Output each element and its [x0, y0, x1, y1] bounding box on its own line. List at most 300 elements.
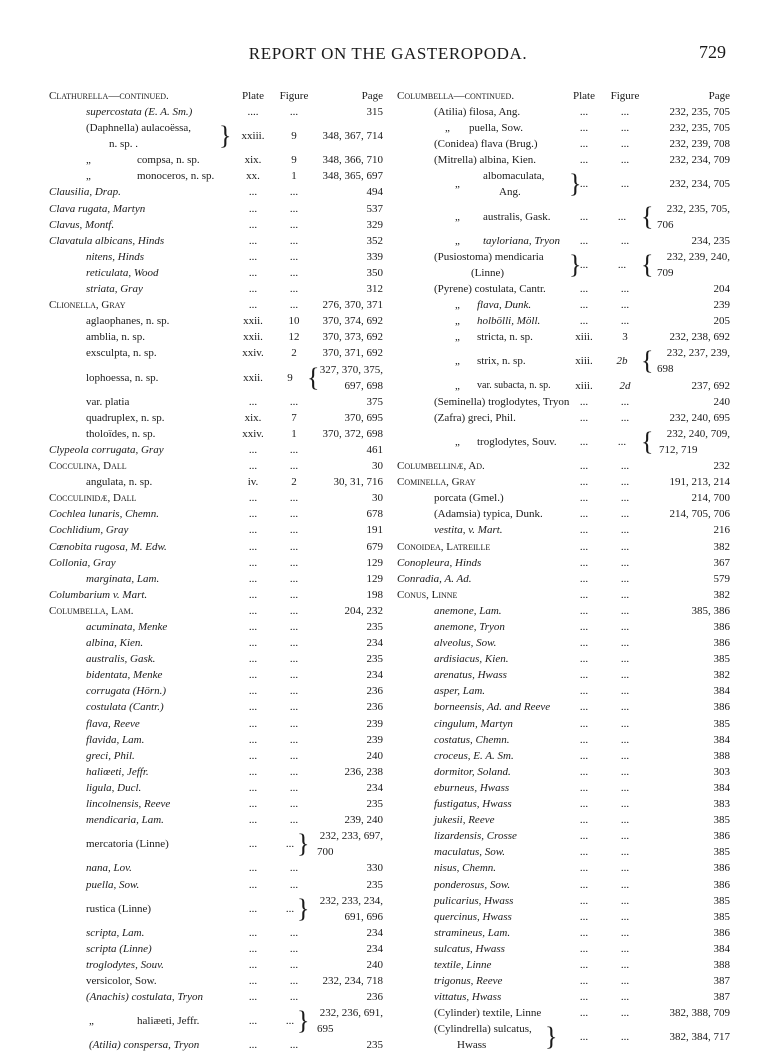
entry-pages: 386 [713, 878, 730, 891]
entry-figure: 1 [291, 427, 297, 440]
index-entry [397, 555, 730, 571]
index-entry [397, 619, 730, 635]
entry-pages: 232, 235, 705, [666, 202, 730, 215]
ditto-mark: „ [455, 234, 460, 247]
entry-figure: ... [289, 942, 299, 955]
entry-figure: ... [289, 234, 299, 247]
entry-figure: ... [289, 508, 299, 521]
entry-name: troglodytes, Souv. [86, 958, 164, 971]
entry-figure: ... [620, 975, 630, 988]
ditto-mark: „ [455, 210, 460, 223]
index-entry [49, 329, 383, 345]
entry-figure: ... [289, 266, 299, 279]
entry-plate: ... [248, 942, 258, 955]
entry-name: australis, Gask. [86, 653, 156, 666]
entry-figure: ... [620, 178, 630, 191]
entry-pages: 386 [713, 701, 730, 714]
entry-pages: 232, 237, 239, [666, 347, 730, 360]
entry-name: Columbarium v. Mart. [49, 588, 148, 601]
index-entry [397, 683, 730, 699]
entry-name: pulicarius, Hwass [434, 894, 514, 907]
entry-plate: xiii. [575, 379, 593, 392]
entry-name: troglodytes, Souv. [477, 435, 557, 448]
index-entry [49, 603, 383, 619]
entry-plate: ... [248, 572, 258, 585]
index-entry [49, 780, 383, 796]
index-entry [397, 458, 730, 474]
index-entry [49, 522, 383, 538]
index-entry [397, 699, 730, 715]
entry-figure: ... [289, 749, 299, 762]
entry-name: Clionella, Gray [49, 299, 126, 312]
index-entry [397, 716, 730, 732]
index-entry [49, 490, 383, 506]
index-entry [397, 152, 730, 168]
entry-figure: ... [289, 958, 299, 971]
entry-plate: ... [248, 202, 258, 215]
entry-figure: 1 [291, 170, 297, 183]
entry-pages: 385 [713, 814, 730, 827]
entry-pages: 232, 235, 705 [669, 106, 730, 118]
ditto-mark: „ [455, 355, 460, 368]
entry-plate: ... [579, 524, 589, 537]
entry-plate: xiii. [575, 355, 593, 368]
entry-name: Collonia, Gray [49, 556, 116, 569]
entry-figure: ... [620, 653, 630, 666]
entry-pages: 352 [366, 234, 383, 247]
entry-name: Columbellinæ, Ad. [397, 460, 485, 473]
entry-figure: ... [289, 186, 299, 199]
entry-name: Cochlidium, Gray [49, 524, 129, 537]
entry-plate: ... [248, 540, 258, 553]
entry-plate: ... [579, 540, 589, 553]
entry-plate: ... [248, 460, 258, 473]
index-entry [49, 828, 383, 860]
entry-name: albina, Kien. [86, 637, 144, 650]
index-entry [397, 522, 730, 538]
entry-figure: 9 [287, 371, 293, 384]
ditto-mark: „ [455, 435, 460, 448]
entry-pages: 384 [713, 685, 730, 698]
entry-plate: ... [579, 814, 589, 827]
entry-figure: ... [620, 798, 630, 811]
index-entry [49, 313, 383, 329]
entry-name: haliœeti, Jeffr. [86, 765, 149, 778]
index-entry [49, 410, 383, 426]
entry-name: flava, Reeve [86, 717, 140, 730]
page-header-label: Page [361, 90, 383, 102]
column-header [397, 88, 730, 104]
entry-name: albomaculata, [483, 170, 545, 183]
entry-plate: xix. [244, 411, 262, 424]
entry-pages: 236, 238 [344, 765, 383, 778]
entry-plate: ... [579, 701, 589, 714]
entry-figure: ... [620, 830, 630, 843]
entry-figure: ... [289, 202, 299, 215]
entry-name: Cocculina, Dall [49, 460, 127, 473]
entry-name: scripta (Linne) [86, 942, 152, 955]
index-entry [397, 780, 730, 796]
entry-figure: ... [620, 701, 630, 714]
entry-figure: ... [620, 926, 630, 939]
entry-pages: 375 [366, 395, 383, 408]
entry-pages: 388 [713, 958, 730, 971]
ditto-mark: „ [455, 379, 460, 392]
brace: { [641, 249, 654, 279]
entry-pages: 235 [366, 653, 383, 666]
entry-plate: ... [579, 749, 589, 762]
entry-plate: ... [248, 250, 258, 263]
brace: } [297, 893, 310, 923]
entry-figure: ... [289, 926, 299, 939]
entry-pages-cont: 695 [317, 1023, 334, 1036]
entry-pages: 232, 239, 708 [669, 138, 730, 151]
entry-pages: 205 [713, 315, 730, 328]
entry-figure: ... [620, 717, 630, 730]
entry-figure: ... [620, 685, 630, 698]
index-entry [397, 860, 730, 876]
entry-plate: ... [579, 878, 589, 891]
entry-name: (Conidea) flava (Brug.) [434, 138, 538, 151]
index-entry [49, 168, 383, 184]
entry-pages-cont: 700 [317, 846, 334, 859]
entry-pages: 385 [713, 894, 730, 907]
entry-pages: 461 [366, 443, 383, 456]
index-entry [49, 699, 383, 715]
entry-name: nitens, Hinds [86, 250, 145, 263]
entry-plate: ... [579, 765, 589, 778]
entry-pages: 236 [366, 991, 383, 1004]
ditto-mark: „ [86, 154, 91, 167]
entry-name: puella, Sow. [469, 122, 523, 135]
entry-pages-cont: 698 [657, 363, 674, 376]
entry-pages: 330 [366, 862, 383, 875]
page-header-label: Page [708, 90, 730, 102]
entry-plate: ... [248, 1015, 258, 1028]
entry-plate: ... [248, 299, 258, 312]
entry-figure: ... [620, 1031, 630, 1044]
entry-name: rustica (Linne) [86, 902, 152, 915]
entry-plate: ... [248, 508, 258, 521]
entry-figure: ... [620, 878, 630, 891]
entry-figure: 2d [619, 379, 631, 392]
entry-figure: ... [620, 154, 630, 167]
entry-plate: ... [248, 838, 258, 851]
entry-plate: ... [248, 492, 258, 505]
brace: } [569, 169, 582, 199]
entry-plate: xxii. [243, 315, 263, 328]
entry-pages: 235 [366, 798, 383, 811]
index-entry [49, 941, 383, 957]
index-entry [49, 764, 383, 780]
index-entry [397, 474, 730, 490]
entry-name: quercinus, Hwass [434, 910, 512, 923]
index-entry [397, 120, 730, 136]
entry-name: greci, Phil. [86, 749, 135, 762]
index-entry [49, 973, 383, 989]
entry-pages: 232, 234, 705 [669, 178, 730, 191]
entry-plate: ... [248, 283, 258, 296]
entry-name: eburneus, Hwass [434, 781, 510, 794]
brace: } [297, 1006, 310, 1036]
index-entry [49, 506, 383, 522]
entry-plate: xxii. [243, 371, 263, 384]
entry-pages: 191 [366, 524, 383, 537]
index-entry [49, 217, 383, 233]
entry-pages: 303 [713, 765, 730, 778]
entry-pages: 370, 371, 692 [322, 347, 383, 360]
entry-name: costulata (Cantr.) [86, 701, 164, 714]
entry-pages: 235 [366, 621, 383, 633]
index-entry [397, 281, 730, 297]
entry-pages: 370, 374, 692 [322, 315, 383, 328]
entry-pages: 129 [366, 556, 383, 569]
entry-figure: ... [289, 604, 299, 617]
entry-pages: 191, 213, 214 [669, 476, 730, 489]
entry-name: (Atilia) conspersa, Tryon [89, 1039, 200, 1052]
index-entry [397, 571, 730, 587]
entry-figure: ... [285, 1015, 295, 1028]
index-entry [397, 345, 730, 377]
entry-pages: 234 [366, 942, 383, 955]
entry-pages: 216 [713, 524, 730, 537]
entry-plate: ... [579, 669, 589, 682]
index-entry [397, 539, 730, 555]
index-entry [49, 893, 383, 925]
index-entry [49, 362, 383, 394]
entry-pages: 30, 31, 716 [333, 476, 383, 489]
entry-plate: ... [248, 958, 258, 971]
entry-pages: 214, 700 [691, 492, 730, 505]
entry-figure: ... [620, 572, 630, 585]
entry-pages: 384 [713, 781, 730, 794]
entry-figure: ... [289, 299, 299, 312]
entry-name: mendicaria, Lam. [86, 814, 164, 827]
index-entry [49, 635, 383, 651]
entry-figure: ... [289, 991, 299, 1004]
entry-figure: ... [620, 942, 630, 955]
entry-pages: 312 [366, 283, 383, 296]
entry-figure: ... [620, 138, 630, 151]
entry-name: arenatus, Hwass [434, 669, 507, 682]
entry-plate: ... [248, 234, 258, 247]
entry-name: Cochlea lunaris, Chemn. [49, 508, 159, 521]
entry-plate: ... [248, 588, 258, 601]
ditto-mark: „ [455, 299, 460, 312]
entry-plate: ... [248, 604, 258, 617]
entry-name: (Mitrella) albina, Kien. [434, 154, 537, 167]
entry-plate: xx. [246, 170, 260, 183]
entry-pages: 30 [372, 460, 383, 473]
index-entry [49, 1037, 383, 1053]
entry-name: var. subacta, n. sp. [477, 379, 551, 391]
entry-figure: ... [617, 435, 627, 448]
entry-figure: ... [289, 975, 299, 988]
index-entry [397, 233, 730, 249]
entry-name: (Pyrene) costulata, Cantr. [434, 283, 546, 296]
entry-plate: ... [579, 178, 589, 191]
entry-figure: ... [620, 315, 630, 328]
index-entry [397, 748, 730, 764]
entry-plate: ... [579, 653, 589, 666]
entry-plate: ... [579, 926, 589, 939]
index-entry [397, 828, 730, 844]
entry-name: corrugata (Hörn.) [86, 685, 167, 698]
plate-header: Plate [242, 90, 264, 102]
index-entry [49, 877, 383, 893]
entry-name: tholoïdes, n. sp. [86, 427, 156, 440]
entry-name: strix, n. sp. [477, 355, 526, 368]
entry-figure: ... [620, 283, 630, 296]
entry-name: acuminata, Menke [86, 621, 168, 633]
entry-figure: ... [620, 411, 630, 424]
entry-plate: ... [579, 846, 589, 859]
entry-figure: ... [289, 653, 299, 666]
entry-plate: ... [248, 781, 258, 794]
entry-plate: ... [579, 435, 589, 448]
entry-pages: 239 [366, 717, 383, 730]
entry-pages: 129 [366, 572, 383, 585]
entry-name: Clavus, Montf. [49, 218, 115, 231]
index-entry [49, 345, 383, 361]
index-entry [397, 394, 730, 410]
entry-figure: ... [289, 621, 299, 633]
entry-figure: ... [620, 733, 630, 746]
entry-name: stramineus, Lam. [434, 926, 511, 939]
index-entry [49, 796, 383, 812]
index-entry [397, 764, 730, 780]
continued-heading: Columbella—continued. [397, 90, 515, 102]
index-entry [397, 329, 730, 345]
column-header [49, 88, 383, 104]
index-entry [49, 587, 383, 603]
entry-plate: ... [579, 154, 589, 167]
entry-plate: ... [579, 685, 589, 698]
entry-pages: 388 [713, 749, 730, 762]
entry-pages: 276, 370, 371 [322, 299, 383, 312]
entry-plate: ... [579, 138, 589, 151]
entry-figure: ... [289, 572, 299, 585]
entry-pages: 240 [366, 958, 383, 971]
entry-plate: .... [247, 106, 259, 118]
ditto-mark: „ [455, 315, 460, 328]
entry-plate: xxii. [243, 331, 263, 344]
ditto-mark: „ [455, 178, 460, 191]
index-entry [397, 973, 730, 989]
entry-plate: ... [248, 621, 258, 633]
entry-pages: 383 [713, 798, 730, 811]
entry-pages: 382, 388, 709 [669, 1007, 730, 1020]
entry-pages: 240 [713, 395, 730, 408]
entry-pages: 678 [366, 508, 383, 521]
index-entry [49, 925, 383, 941]
entry-plate: ... [579, 492, 589, 505]
entry-name: Conradia, A. Ad. [397, 572, 472, 585]
index-entry [397, 925, 730, 941]
index-entry [397, 136, 730, 152]
index-entry [49, 539, 383, 555]
entry-plate: ... [248, 653, 258, 666]
index-entry [397, 249, 730, 281]
entry-name: flava, Dunk. [477, 299, 532, 312]
ditto-mark: „ [455, 331, 460, 344]
entry-pages: 327, 370, 375, [319, 363, 383, 376]
entry-figure: ... [289, 701, 299, 714]
entry-figure: ... [289, 685, 299, 698]
entry-plate: xxiv. [242, 347, 264, 360]
entry-name: haliæeti, Jeffr. [137, 1015, 200, 1028]
index-entry [49, 394, 383, 410]
index-entry [49, 683, 383, 699]
entry-plate: ... [248, 637, 258, 650]
entry-figure: ... [285, 838, 295, 851]
entry-pages-cont: 709 [657, 266, 674, 279]
ditto-mark: „ [89, 1015, 94, 1028]
entry-plate: ... [248, 669, 258, 682]
entry-name: marginata, Lam. [86, 572, 160, 585]
entry-plate: xiii. [575, 331, 593, 344]
entry-plate: ... [579, 210, 589, 223]
entry-name: angulata, n. sp. [86, 476, 153, 489]
entry-pages: 198 [366, 588, 383, 601]
entry-figure: ... [620, 556, 630, 569]
entry-pages: 494 [366, 186, 383, 199]
ditto-mark: „ [86, 170, 91, 183]
entry-pages: 235 [366, 1039, 383, 1052]
entry-pages: 232, 233, 697, [319, 830, 383, 843]
entry-figure: ... [620, 862, 630, 875]
entry-figure: ... [289, 540, 299, 553]
entry-pages: 232 [713, 460, 730, 473]
entry-figure: ... [620, 524, 630, 537]
entry-plate: ... [579, 572, 589, 585]
index-entry [397, 957, 730, 973]
entry-pages: 384 [713, 942, 730, 955]
entry-figure: 9 [291, 130, 297, 143]
entry-figure: ... [620, 910, 630, 923]
entry-plate: ... [579, 411, 589, 424]
entry-pages: 235 [366, 878, 383, 891]
ditto-mark: „ [445, 122, 450, 135]
entry-pages: 382 [713, 669, 730, 682]
index-entry [49, 732, 383, 748]
index-entry [49, 651, 383, 667]
entry-name: lincolnensis, Reeve [86, 798, 171, 811]
continued-heading: Clathurella—continued. [49, 90, 169, 102]
entry-name: Cominella, Gray [397, 476, 476, 489]
entry-pages: 579 [713, 572, 730, 585]
entry-name: reticulata, Wood [86, 266, 159, 279]
entry-plate: ... [248, 443, 258, 456]
entry-pages: 240 [366, 749, 383, 762]
entry-plate: ... [579, 637, 589, 650]
index-entry [49, 184, 383, 200]
running-title: REPORT ON THE GASTEROPODA. [248, 44, 528, 63]
entry-figure: 12 [288, 331, 300, 344]
entry-pages: 234 [366, 781, 383, 794]
entry-pages: 232, 234, 709 [669, 154, 730, 167]
index-entry [397, 378, 730, 394]
entry-name: stricta, n. sp. [477, 331, 533, 344]
index-entry [397, 410, 730, 426]
entry-pages: 234 [366, 669, 383, 682]
entry-pages: 237, 692 [691, 379, 730, 392]
entry-name: (Seminella) troglodytes, Tryon [434, 395, 570, 408]
entry-plate: ... [248, 765, 258, 778]
index-entry [49, 667, 383, 683]
entry-figure: ... [620, 958, 630, 971]
entry-pages: 232, 239, 240, [666, 250, 730, 263]
